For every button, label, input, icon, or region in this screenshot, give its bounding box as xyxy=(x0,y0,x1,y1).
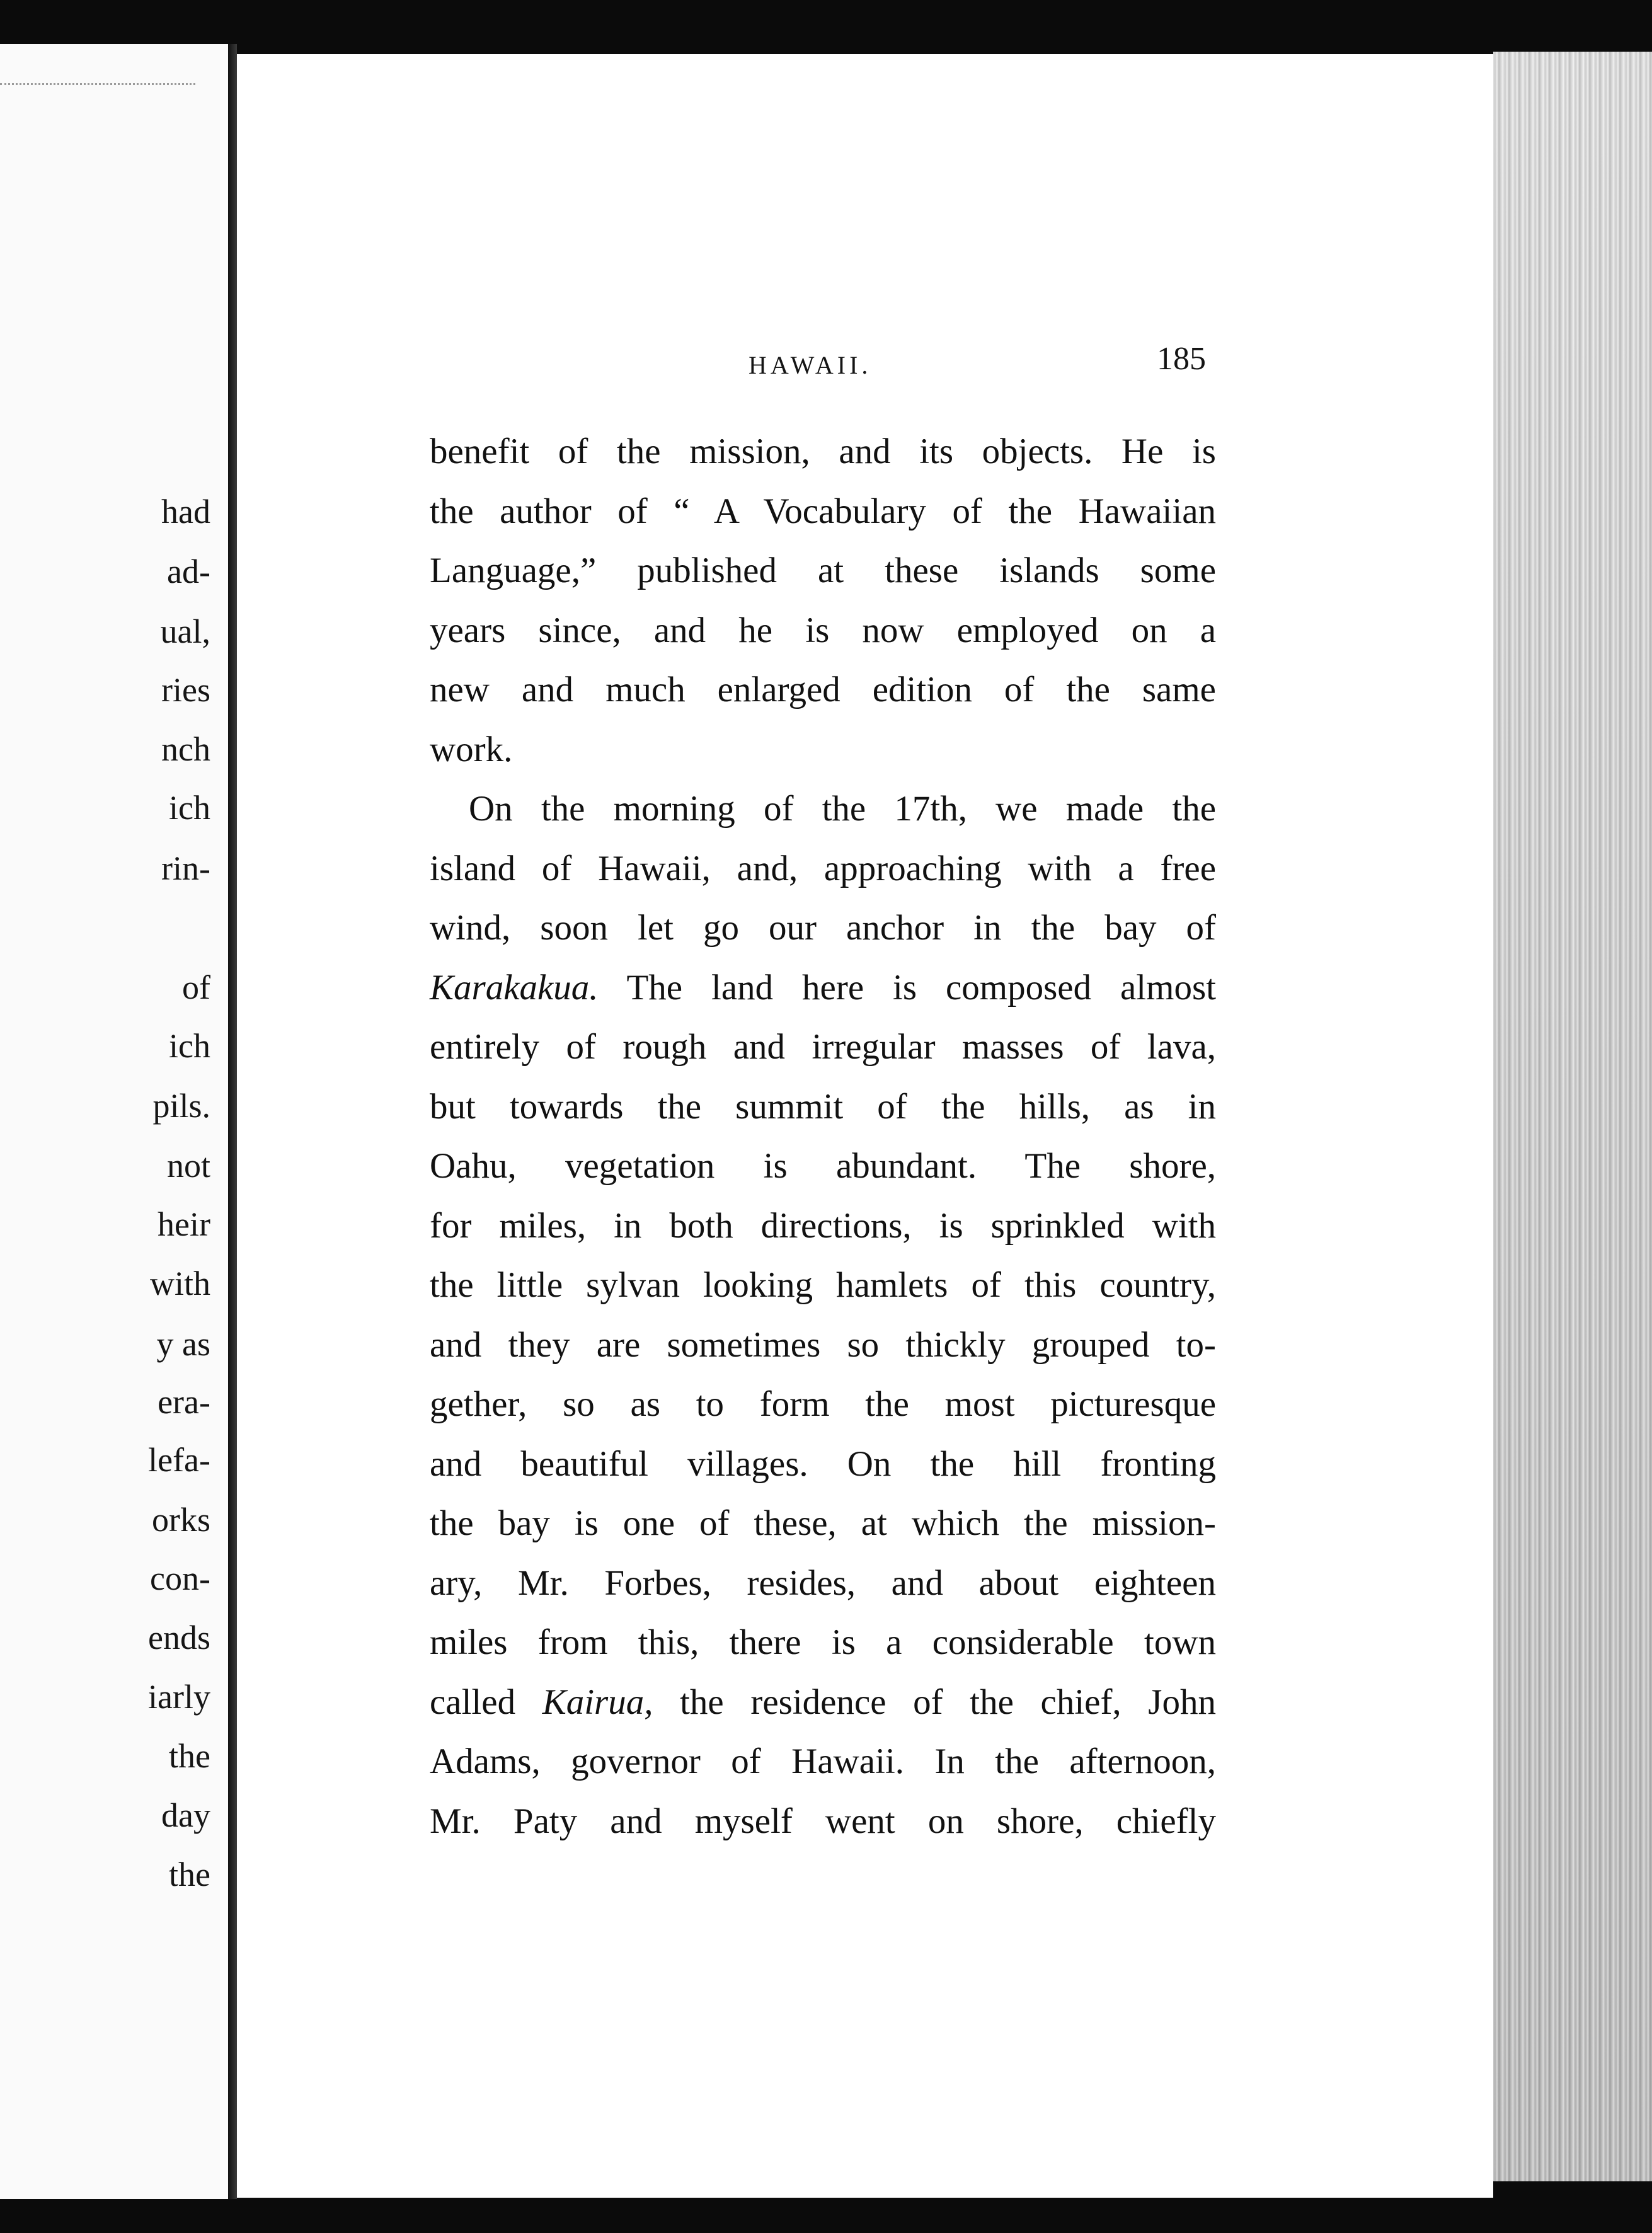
text-line xyxy=(430,1197,1216,1256)
left-page-line-fragment: ends xyxy=(148,1619,210,1656)
left-page-line-fragment: had xyxy=(161,493,210,531)
text-line xyxy=(430,1792,1216,1852)
text-segment: benefit of the mission, and its objects. He is xyxy=(430,432,1216,471)
text-segment: Language,” published at these islands some xyxy=(430,551,1216,590)
left-page-line-fragment: iarly xyxy=(148,1678,210,1716)
text-line xyxy=(430,1077,1216,1137)
text-line xyxy=(430,898,1216,958)
text-segment: gether, so as to form the most picturesque xyxy=(430,1384,1216,1424)
italic-place-name: Karakakua. xyxy=(430,967,599,1007)
text-line xyxy=(430,1375,1216,1435)
left-page xyxy=(0,44,228,2199)
left-page-line-fragment: nch xyxy=(161,730,210,768)
text-line xyxy=(430,1137,1216,1197)
left-page-line-fragment: of xyxy=(182,968,210,1006)
left-page-line-fragment: pils. xyxy=(152,1087,210,1125)
text-line xyxy=(430,660,1216,720)
left-page-line-fragment: era- xyxy=(158,1383,210,1421)
text-segment: and beautiful villages. On the hill fronting xyxy=(430,1444,1216,1484)
text-segment: wind, soon let go our anchor in the bay of xyxy=(430,908,1216,948)
text-line xyxy=(430,779,1216,839)
text-segment: called xyxy=(430,1682,542,1722)
text-segment: On the morning of the 17th, we made the xyxy=(469,789,1216,829)
left-page-line-fragment: orks xyxy=(152,1501,210,1539)
page-number: 185 xyxy=(1157,341,1206,377)
left-page-line-fragment: heir xyxy=(158,1205,210,1243)
left-page-line-fragment: y as xyxy=(156,1325,210,1363)
left-page-line-fragment: ich xyxy=(169,789,210,827)
text-segment: new and much enlarged edition of the same xyxy=(430,670,1216,709)
text-segment: the author of “ A Vocabulary of the Hawaiian xyxy=(430,491,1216,531)
text-line xyxy=(430,1018,1216,1077)
text-line xyxy=(430,482,1216,542)
text-line xyxy=(430,720,1216,780)
left-page-line-fragment: day xyxy=(161,1796,210,1834)
left-page-line-fragment: not xyxy=(166,1147,210,1185)
left-page-line-fragment: rin- xyxy=(161,849,210,887)
text-segment: Mr. Paty and myself went on shore, chiefly xyxy=(430,1801,1216,1841)
text-segment: miles from this, there is a considerable town xyxy=(430,1622,1216,1662)
left-page-line-fragment: the xyxy=(169,1856,210,1893)
text-line xyxy=(430,1316,1216,1375)
text-segment: Oahu, vegetation is abundant. The shore, xyxy=(430,1146,1216,1186)
text-segment: work. xyxy=(430,729,513,769)
running-head: HAWAII. xyxy=(749,351,872,379)
left-page-line-fragment: with xyxy=(149,1265,210,1302)
text-segment: and they are sometimes so thickly grouped to- xyxy=(430,1324,1216,1365)
text-line xyxy=(430,1494,1216,1554)
left-page-line-fragment: ad- xyxy=(167,553,210,590)
text-line xyxy=(430,839,1216,899)
text-segment: for miles, in both directions, is sprinkled with xyxy=(430,1205,1216,1246)
page-edge-dots xyxy=(0,83,195,85)
text-segment: ary, Mr. Forbes, resides, and about eighteen xyxy=(430,1563,1216,1603)
left-page-line-fragment: ual, xyxy=(160,612,210,650)
text-segment: the little sylvan looking hamlets of this country, xyxy=(430,1265,1216,1305)
page-block-edge xyxy=(1493,52,1652,2181)
left-page-line-fragment: con- xyxy=(150,1559,210,1597)
text-line xyxy=(430,1554,1216,1614)
text-line xyxy=(430,1613,1216,1673)
text-line xyxy=(430,422,1216,482)
text-segment: the bay is one of these, at which the mission- xyxy=(430,1503,1216,1543)
left-page-line-fragment: ich xyxy=(169,1027,210,1065)
text-segment: The land here is composed almost xyxy=(598,967,1216,1007)
text-line xyxy=(430,1732,1216,1792)
body-text xyxy=(430,422,1216,1851)
left-page-line-fragment: lefa- xyxy=(148,1441,210,1479)
text-segment: entirely of rough and irregular masses of lava, xyxy=(430,1027,1216,1067)
text-line xyxy=(430,541,1216,601)
left-page-line-fragment: the xyxy=(169,1737,210,1775)
text-line xyxy=(430,1673,1216,1733)
text-line xyxy=(430,601,1216,661)
text-segment: but towards the summit of the hills, as in xyxy=(430,1086,1216,1127)
text-segment: Adams, governor of Hawaii. In the afternoon, xyxy=(430,1742,1216,1781)
italic-place-name: Kairua, xyxy=(542,1682,653,1722)
text-segment: the residence of the chief, John xyxy=(653,1682,1216,1722)
left-page-line-fragment: ries xyxy=(161,671,210,709)
book-gutter xyxy=(228,44,237,2199)
text-line xyxy=(430,1256,1216,1316)
text-segment: island of Hawaii, and, approaching with a free xyxy=(430,848,1216,888)
text-segment: years since, and he is now employed on a xyxy=(430,610,1216,650)
text-line xyxy=(430,1435,1216,1495)
text-line xyxy=(430,958,1216,1018)
